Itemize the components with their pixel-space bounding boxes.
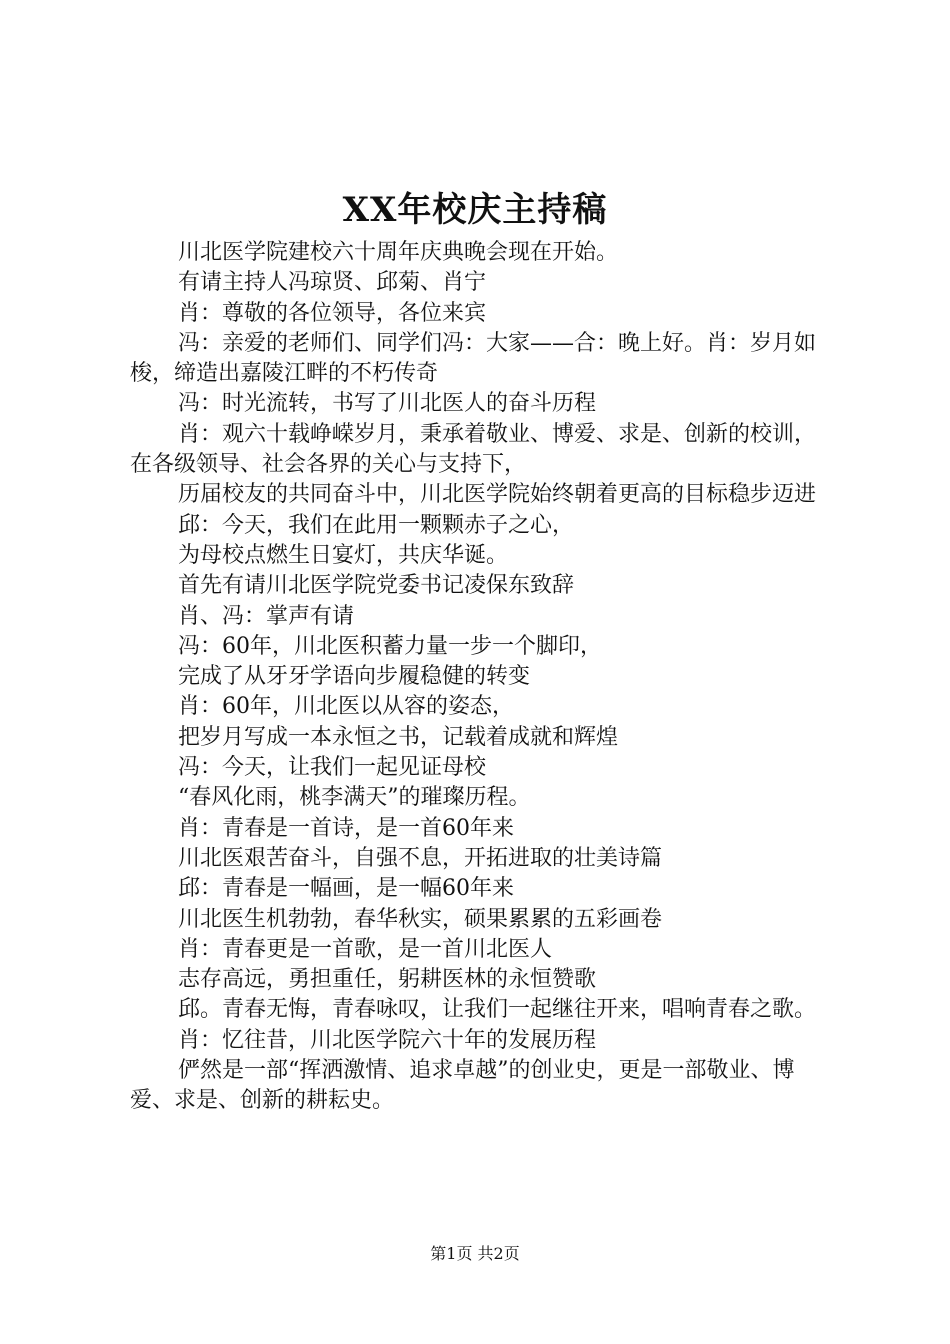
paragraph: 志存高远，勇担重任，躬耕医林的永恒赞歌 bbox=[178, 967, 597, 993]
paragraph: 冯：今天，让我们一起见证母校 bbox=[178, 755, 487, 781]
paragraph: 俨然是一部“挥洒激情、追求卓越”的创业史，更是一部敬业、博爱、求是、创新的耕耘史。 bbox=[130, 1058, 795, 1114]
paragraph: 肖：忆往昔，川北医学院六十年的发展历程 bbox=[178, 1027, 597, 1053]
document-title: XX年校庆主持稿 bbox=[342, 190, 608, 230]
paragraph: 肖、冯：掌声有请 bbox=[178, 603, 355, 629]
paragraph: 冯：亲爱的老师们、同学们冯：大家——合：晚上好。肖：岁月如梭，缔造出嘉陵江畔的不朽传奇 bbox=[130, 330, 817, 387]
paragraph: 川北医学院建校六十周年庆典晚会现在开始。 bbox=[178, 240, 619, 265]
paragraph: 完成了从牙牙学语向步履稳健的转变 bbox=[178, 664, 531, 690]
paragraph: 为母校点燃生日宴灯，共庆华诞。 bbox=[178, 542, 509, 568]
paragraph: 有请主持人冯琼贤、邱菊、肖宁 bbox=[178, 270, 487, 296]
paragraph: 肖：尊敬的各位领导，各位来宾 bbox=[178, 300, 487, 326]
paragraph: 把岁月写成一本永恒之书，记载着成就和辉煌 bbox=[178, 724, 619, 750]
paragraph: 肖：青春是一首诗，是一首60年来 bbox=[178, 815, 514, 841]
paragraph: 肖：60年，川北医以从容的姿态， bbox=[178, 694, 514, 720]
paragraph: 川北医艰苦奋斗，自强不息，开拓进取的壮美诗篇 bbox=[178, 845, 663, 871]
paragraph: 邱。青春无悔，青春咏叹，让我们一起继往开来，唱响青春之歌。 bbox=[178, 997, 817, 1023]
paragraph: 邱：青春是一幅画，是一幅60年来 bbox=[178, 876, 514, 902]
paragraph: 历届校友的共同奋斗中，川北医学院始终朝着更高的目标稳步迈进 bbox=[178, 482, 817, 508]
paragraph: 首先有请川北医学院党委书记凌保东致辞 bbox=[178, 573, 575, 599]
document-body bbox=[130, 238, 830, 1117]
paragraph: 川北医生机勃勃，春华秋实，硕果累累的五彩画卷 bbox=[178, 906, 663, 932]
paragraph: 邱：今天，我们在此用一颗颗赤子之心， bbox=[178, 512, 575, 538]
paragraph: “春风化雨，桃李满天”的璀璨历程。 bbox=[178, 785, 531, 811]
page-footer: 第1页 共2页 bbox=[430, 1244, 520, 1263]
paragraph: 肖：观六十载峥嵘岁月，秉承着敬业、博爱、求是、创新的校训，在各级领导、社会各界的关心与支持下， bbox=[130, 421, 817, 478]
paragraph: 冯：时光流转，书写了川北医人的奋斗历程 bbox=[178, 391, 597, 417]
paragraph: 冯：60年，川北医积蓄力量一步一个脚印， bbox=[178, 633, 602, 659]
paragraph: 肖：青春更是一首歌，是一首川北医人 bbox=[178, 936, 553, 962]
